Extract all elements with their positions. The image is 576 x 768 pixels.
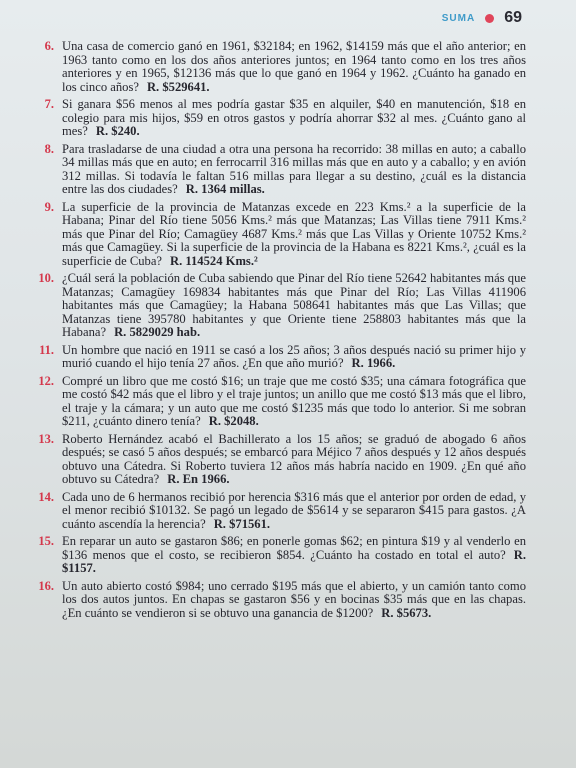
problem-answer: R. $71561.	[213, 516, 271, 531]
problem-answer: R. $1157.	[62, 547, 526, 575]
problem-text	[62, 272, 526, 340]
problem-answer: R. 1966.	[351, 356, 396, 370]
problem-statement: Si ganara $56 menos al mes podría gastar $35 en alquiler, $40 en manutención, $18 en colegio para mis hijos, $59 en otros gastos y podría ahorrar $32 al mes. ¿Cuánto gano al mes?	[62, 97, 526, 138]
problem-number: 9.	[44, 199, 54, 214]
problem-number: 7.	[44, 97, 54, 111]
problem-text	[62, 40, 526, 94]
problem-statement: Roberto Hernández acabó el Bachillerato a los 15 años; se graduó de abogado 6 años después; se casó 5 años después; se embarcó para Méjico 7 años después y 12 años después obtuvo una Cátedra. Si Roberto tuviera 12 años más habría nacido en 1909. ¿En qué año obtuvo su Cátedra?	[62, 431, 526, 486]
problem-number: 15.	[38, 534, 54, 548]
problem-answer: R. $240.	[95, 124, 140, 138]
problem-item	[30, 535, 526, 576]
problem-item	[30, 272, 526, 340]
problem-statement: En reparar un auto se gastaron $86; en ponerle gomas $62; en pintura $19 y al venderlo en $136 menos que el costo, se recibieron $854. ¿Cuánto ha costado en total el auto?	[62, 534, 526, 562]
problem-text	[62, 491, 526, 532]
problem-statement: Compré un libro que me costó $16; un traje que me costó $35; una cámara fotográfica que me costó $42 más que el libro y el traje juntos; un anillo que me costó $13 más que el libro, el traje y la cámara; y un auto que me costó $1235 más que todo lo anterior. Si me sobran $211, ¿cuánto dinero tenía?	[62, 373, 526, 428]
problem-number: 8.	[44, 141, 54, 156]
problem-answer: R. 1364 millas.	[185, 182, 265, 196]
problem-text	[62, 535, 526, 576]
problem-number: 6.	[44, 39, 54, 53]
problem-statement: Un auto abierto costó $984; uno cerrado $195 más que el abierto, y un camión tanto como los dos autos juntos. En chapas se gastaron $56 y en bocinas $35 más que en las chapas. ¿En cuánto se vendieron si se obtuvo una ganancia de $1200?	[62, 578, 526, 620]
problem-answer: R. 5829029 hab.	[114, 325, 201, 339]
page-number: 69	[504, 9, 522, 26]
problem-answer: R. En 1966.	[167, 472, 230, 486]
problem-item	[30, 98, 526, 139]
problem-statement: Para trasladarse de una ciudad a otra una persona ha recorrido: 38 millas en auto; a caballo 34 millas más que en auto; en ferrocarril 316 millas más que en auto y a caballo; y en avión 312 millas. Si todavía le faltan 516 millas para llegar a su destino, ¿cuál es la distancia entre las dos ciudades?	[62, 141, 526, 196]
problem-statement: La superficie de la provincia de Matanzas excede en 223 Kms.² a la superficie de la Habana; Pinar del Río tiene 5056 Kms.² más que Matanzas; Las Villas tiene 7911 Kms.² más que Pinar del Río; Camagüey 4687 Kms.² más que Las Villas y Oriente 10752 Kms.² más que Camagüey. Si la superficie de la provincia de la Habana es 8221 Kms.², ¿cuál es la superficie de Cuba?	[62, 199, 526, 268]
problem-text	[62, 143, 526, 197]
problem-text	[62, 98, 526, 139]
red-dot-icon	[485, 14, 494, 23]
problem-item	[30, 40, 526, 94]
problem-item	[30, 375, 526, 429]
problem-text	[62, 344, 526, 371]
problem-number: 13.	[38, 431, 54, 446]
problem-text	[62, 201, 526, 269]
problem-statement: Un hombre que nació en 1911 se casó a los 25 años; 3 años después nació su primer hijo y murió cuando el hijo tenía 27 años. ¿En que año murió?	[62, 342, 526, 370]
problem-answer: R. $5673.	[381, 605, 432, 620]
problem-item	[30, 201, 526, 269]
problem-list	[30, 40, 526, 624]
problem-answer: R. $2048.	[208, 414, 259, 428]
problem-item	[30, 580, 526, 621]
problem-item	[30, 143, 526, 197]
problem-statement: Cada uno de 6 hermanos recibió por herencia $316 más que el anterior por orden de edad, y el menor recibió $10132. Se pagó un legado de $5614 y se separaron $415 para gastos. ¿A cuánto ascendía la herencia?	[62, 489, 526, 531]
problem-statement: ¿Cuál será la población de Cuba sabiendo que Pinar del Río tiene 52642 habitantes más que Matanzas; Camagüey 169834 habitantes más que Pinar del Río; Las Villas 411906 habitantes más que Camagüey; la Habana 508641 habitantes más que Las Villas; que Matanzas tiene 395780 habitantes y que Oriente tiene 258803 habitantes más que la Habana?	[62, 271, 526, 339]
problem-answer: R. 114524 Kms.²	[170, 253, 258, 268]
section-title: SUMA	[441, 12, 476, 24]
problem-number: 12.	[38, 373, 54, 388]
problem-number: 14.	[38, 489, 54, 504]
problem-statement: Una casa de comercio ganó en 1961, $32184; en 1962, $14159 más que el año anterior; en 1963 tanto como en los dos años anteriores juntos; en 1964 tanto como en los tres años anteriores y en 1965, $12136 más que lo que ganó en 1964 y 1962. ¿Cuánto ha ganado en los cinco años?	[62, 39, 526, 94]
problem-text	[62, 580, 526, 621]
problem-text	[62, 433, 526, 487]
problem-item	[30, 344, 526, 371]
problem-item	[30, 491, 526, 532]
problem-text	[62, 375, 526, 429]
problem-answer: R. $529641.	[146, 79, 210, 94]
page-header	[442, 9, 522, 27]
problem-number: 11.	[39, 342, 54, 357]
problem-number: 16.	[38, 578, 54, 593]
problem-item	[30, 433, 526, 487]
problem-number: 10.	[38, 271, 54, 285]
